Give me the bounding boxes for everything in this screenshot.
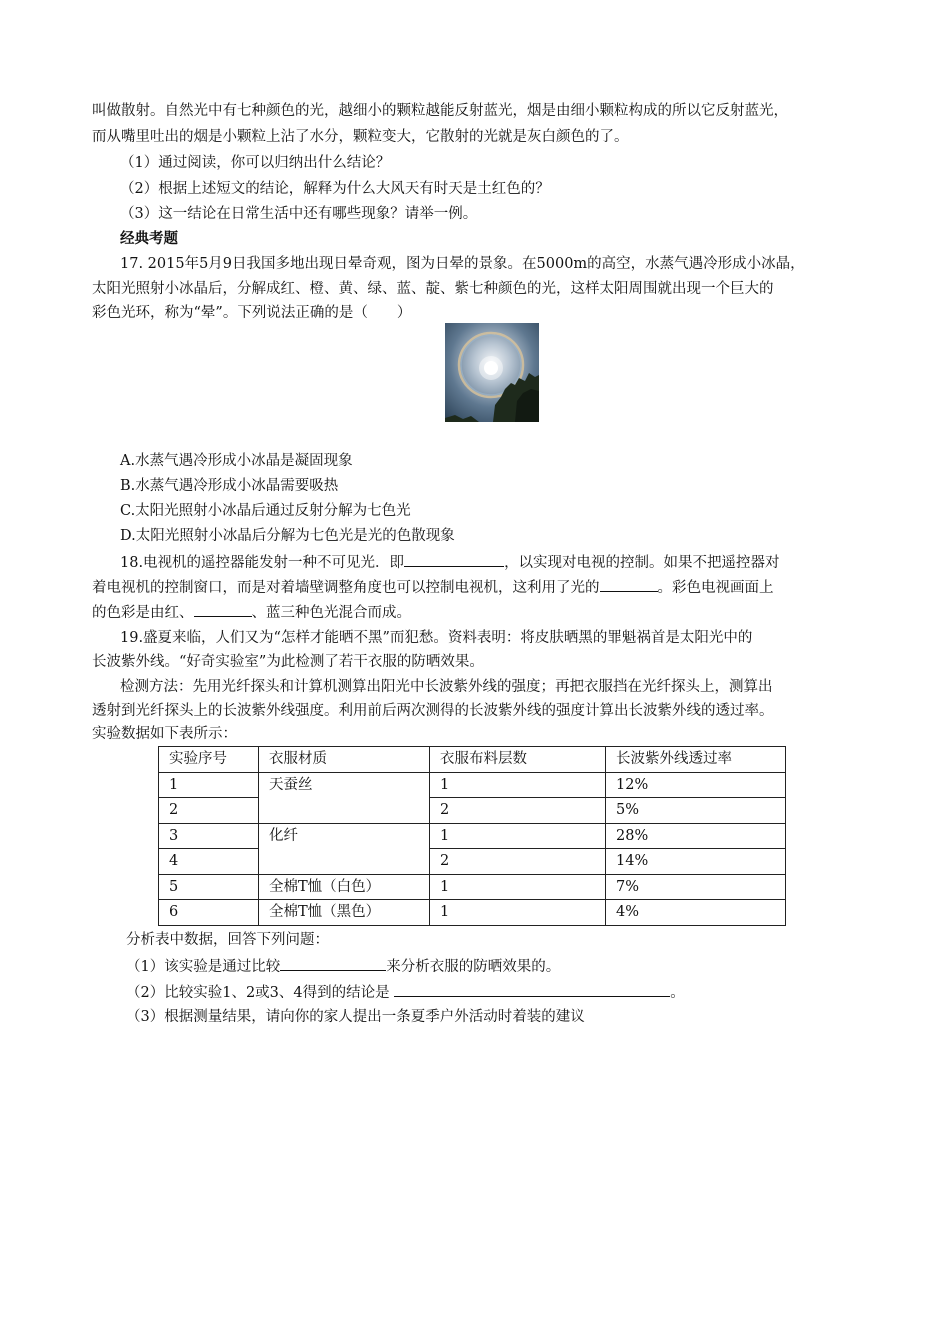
q18-text-2b: 。彩色电视画面上 (657, 580, 774, 596)
q17-option-d: D.太阳光照射小冰晶后分解为七色光是光的色散现象 (120, 528, 455, 544)
cell-layers: 1 (430, 772, 606, 798)
q18-blank-3[interactable] (194, 602, 252, 617)
header-cell: 衣服材质 (259, 747, 430, 773)
intro-question-3: （3）这一结论在日常生活中还有哪些现象？请举一例。 (120, 206, 478, 222)
q19-line-2: 长波紫外线。“好奇实验室”为此检测了若干衣服的防晒效果。 (92, 654, 484, 670)
q19-sub-2 (126, 982, 685, 1003)
q19-blank-2[interactable] (394, 982, 670, 997)
table-row (159, 798, 786, 824)
q17-option-b: B.水蒸气遇冷形成小冰晶需要吸热 (120, 478, 339, 494)
q19-sub-2a: （2）比较实验1、2或3、4得到的结论是 (126, 985, 390, 1001)
q19-sub-1a: （1）该实验是通过比较 (126, 959, 281, 975)
intro-line-1: 叫做散射。自然光中有七种颜色的光，越细小的颗粒越能反射蓝光，烟是由细小颗粒构成的所以它反射蓝光， (92, 103, 788, 119)
q19-line-5: 实验数据如下表所示： (92, 726, 237, 742)
intro-line-2: 而从嘴里吐出的烟是小颗粒上沾了水分，颗粒变大，它散射的光就是灰白颜色的了。 (92, 129, 629, 145)
q17-line-1: 17. 2015年5月9日我国多地出现日晕奇观，图为日晕的景象。在5000m的高空，水蒸气遇冷形成小冰晶， (120, 256, 805, 272)
intro-question-1: （1）通过阅读，你可以归纳出什么结论？ (120, 155, 391, 171)
section-title: 经典考题 (120, 231, 178, 247)
q18-blank-1[interactable] (404, 552, 504, 567)
cell-layers: 2 (430, 849, 606, 875)
q19-blank-1[interactable] (280, 956, 386, 971)
cell-rate: 28% (606, 823, 786, 849)
q19-analyze: 分析表中数据，回答下列问题： (126, 932, 329, 948)
q18-line-1 (120, 552, 780, 573)
intro-question-2: （2）根据上述短文的结论，解释为什么大风天有时天是土红色的？ (120, 181, 550, 197)
cell-layers: 2 (430, 798, 606, 824)
q18-text-3a: 的色彩是由红、 (92, 605, 194, 621)
cell-rate: 12% (606, 772, 786, 798)
cell-no: 2 (159, 798, 259, 824)
q18-line-2 (92, 577, 774, 598)
header-cell: 衣服布料层数 (430, 747, 606, 773)
cell-rate: 4% (606, 900, 786, 926)
q19-line-4: 透射到光纤探头上的长波紫外线强度。利用前后两次测得的长波紫外线的强度计算出长波紫外线的透过率。 (92, 703, 774, 719)
table-row (159, 823, 786, 849)
header-cell: 长波紫外线透过率 (606, 747, 786, 773)
q18-blank-2[interactable] (600, 577, 658, 592)
cell-material: 化纤 (259, 823, 430, 874)
cell-rate: 5% (606, 798, 786, 824)
table-row (159, 849, 786, 875)
q17-line-2: 太阳光照射小冰晶后，分解成红、橙、黄、绿、蓝、靛、紫七种颜色的光，这样太阳周围就出现一个巨大的 (92, 281, 774, 297)
cell-no: 6 (159, 900, 259, 926)
table-row (159, 900, 786, 926)
q18-text-3b: 、蓝三种色光混合而成。 (251, 605, 411, 621)
q19-line-1: 19.盛夏来临，人们又为“怎样才能晒不黑”而犯愁。资料表明：将皮肤晒黑的罪魁祸首是太阳光中的 (120, 630, 753, 646)
table-header-row (159, 747, 786, 773)
table-row (159, 874, 786, 900)
cell-no: 1 (159, 772, 259, 798)
uv-data-table (158, 746, 786, 926)
q17-line-3: 彩色光环，称为“晕”。下列说法正确的是（ ） (92, 305, 412, 321)
q19-line-3: 检测方法：先用光纤探头和计算机测算出阳光中长波紫外线的强度；再把衣服挡在光纤探头上，测算出 (120, 679, 773, 695)
q18-text-2a: 着电视机的控制窗口，而是对着墙壁调整角度也可以控制电视机，这利用了光的 (92, 580, 600, 596)
cell-rate: 7% (606, 874, 786, 900)
cell-no: 3 (159, 823, 259, 849)
q18-text-1b: ，以实现对电视的控制。如果不把遥控器对 (504, 555, 780, 571)
q19-sub-2b: 。 (670, 985, 685, 1001)
cell-material: 全棉T恤（白色） (259, 874, 430, 900)
cell-no: 5 (159, 874, 259, 900)
q17-option-c: C.太阳光照射小冰晶后通过反射分解为七色光 (120, 503, 411, 519)
cell-no: 4 (159, 849, 259, 875)
q19-sub-1b: 来分析衣服的防晒效果的。 (386, 959, 561, 975)
cell-material: 全棉T恤（黑色） (259, 900, 430, 926)
q18-line-3 (92, 602, 411, 623)
header-cell: 实验序号 (159, 747, 259, 773)
cell-layers: 1 (430, 874, 606, 900)
q18-text-1a: 18.电视机的遥控器能发射一种不可见光．即 (120, 555, 405, 571)
q19-sub-3: （3）根据测量结果，请向你的家人提出一条夏季户外活动时着装的建议 (126, 1009, 585, 1025)
cell-layers: 1 (430, 900, 606, 926)
cell-material: 天蚕丝 (259, 772, 430, 823)
sun-halo-photo (445, 323, 539, 422)
cell-rate: 14% (606, 849, 786, 875)
q19-sub-1 (126, 956, 560, 977)
table-row (159, 772, 786, 798)
cell-layers: 1 (430, 823, 606, 849)
q17-option-a: A.水蒸气遇冷形成小冰晶是凝固现象 (120, 453, 353, 469)
